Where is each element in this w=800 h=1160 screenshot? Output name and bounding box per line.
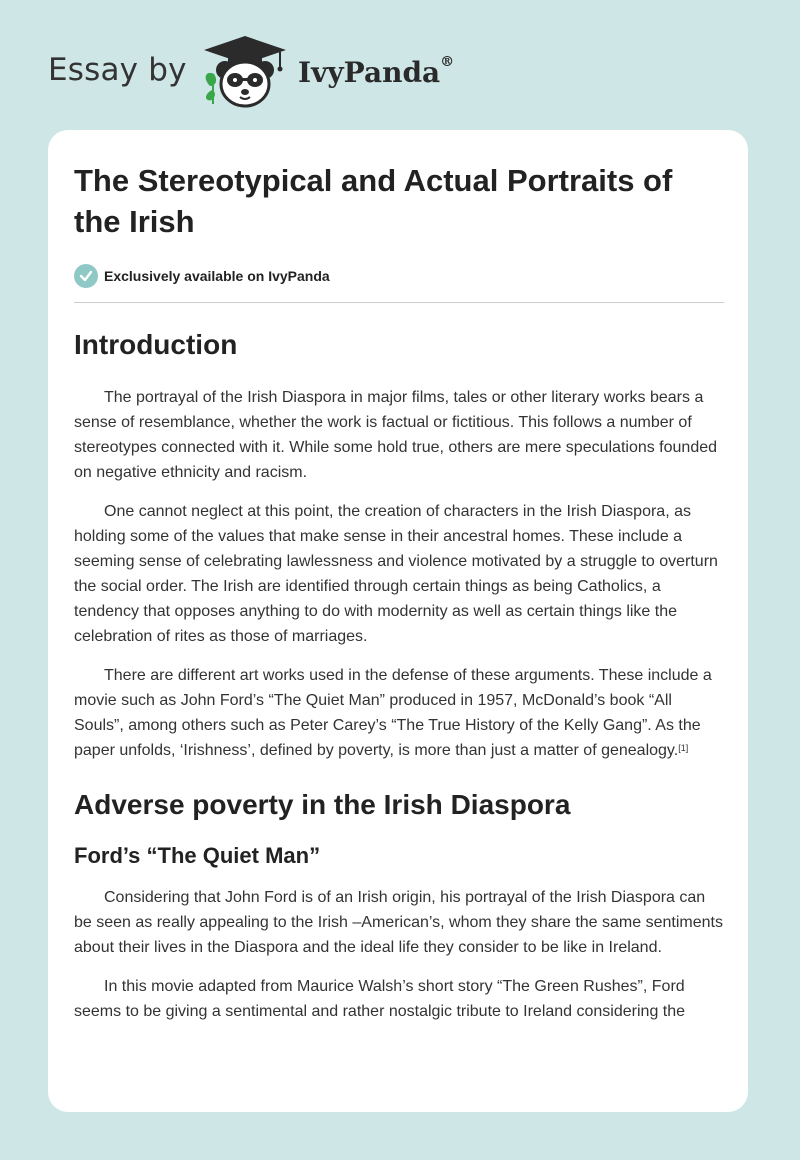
panda-icon [200, 34, 290, 110]
site-header [48, 34, 468, 110]
paragraph: One cannot neglect at this point, the creation of characters in the Irish Diaspora, as holding some of the values that make sense in their ancestral homes. These include a seeming sense of celebrating lawlessness and violence motivated by a struggle to overturn the social order. The Irish are identified through certain things as being Catholics, a tendency that opposes anything to do with modernity as well as certain things like the celebration of rites as those of marriages. [74, 503, 718, 645]
essay-by-label: Essay by [48, 52, 187, 88]
exclusive-badge [74, 262, 724, 290]
paragraph: The portrayal of the Irish Diaspora in major films, tales or other literary works bears a sense of resemblance, whether the work is factual or fictitious. This follows a number of stereotypes connected with it. While some hold true, others are mere speculations founded on negative ethnicity and racism. [74, 389, 718, 481]
paragraph: Considering that John Ford is of an Irish origin, his portrayal of the Irish Diaspora can be seen as really appealing to the Irish –American’s, whom they share the same sentiments about their lives in the Diaspora and the ideal life they consider to be like in Ireland. [74, 889, 723, 956]
article-title: The Stereotypical and Actual Portraits of the Irish [74, 163, 673, 239]
check-icon [74, 264, 98, 288]
ivypanda-logo[interactable] [200, 34, 290, 110]
footnote-ref[interactable]: [1] [678, 743, 689, 753]
heading-adverse-poverty: Adverse poverty in the Irish Diaspora [74, 789, 571, 820]
exclusive-label: Exclusively available on IvyPanda [104, 268, 330, 284]
heading-introduction: Introduction [74, 329, 238, 360]
article-card [48, 130, 748, 1112]
paragraph: There are different art works used in the defense of these arguments. These include a movie such as John Ford’s “The Quiet Man” produced in 1957, McDonald’s book “All Souls”, among others such as Peter Carey’s “The True History of the Kelly Gang”. As the paper unfolds, ‘Irishness’, defined by poverty, is more than just a matter of genealogy.[1] [74, 667, 712, 759]
title-divider [74, 302, 724, 303]
brand-name[interactable]: IvyPanda® [298, 53, 455, 89]
subheading-quiet-man: Ford’s “The Quiet Man” [74, 843, 321, 868]
paragraph: In this movie adapted from Maurice Walsh’s short story “The Green Rushes”, Ford seems to be giving a sentimental and rather nostalgic tribute to Ireland considering the [74, 978, 686, 1020]
registered-mark: ® [440, 53, 455, 70]
